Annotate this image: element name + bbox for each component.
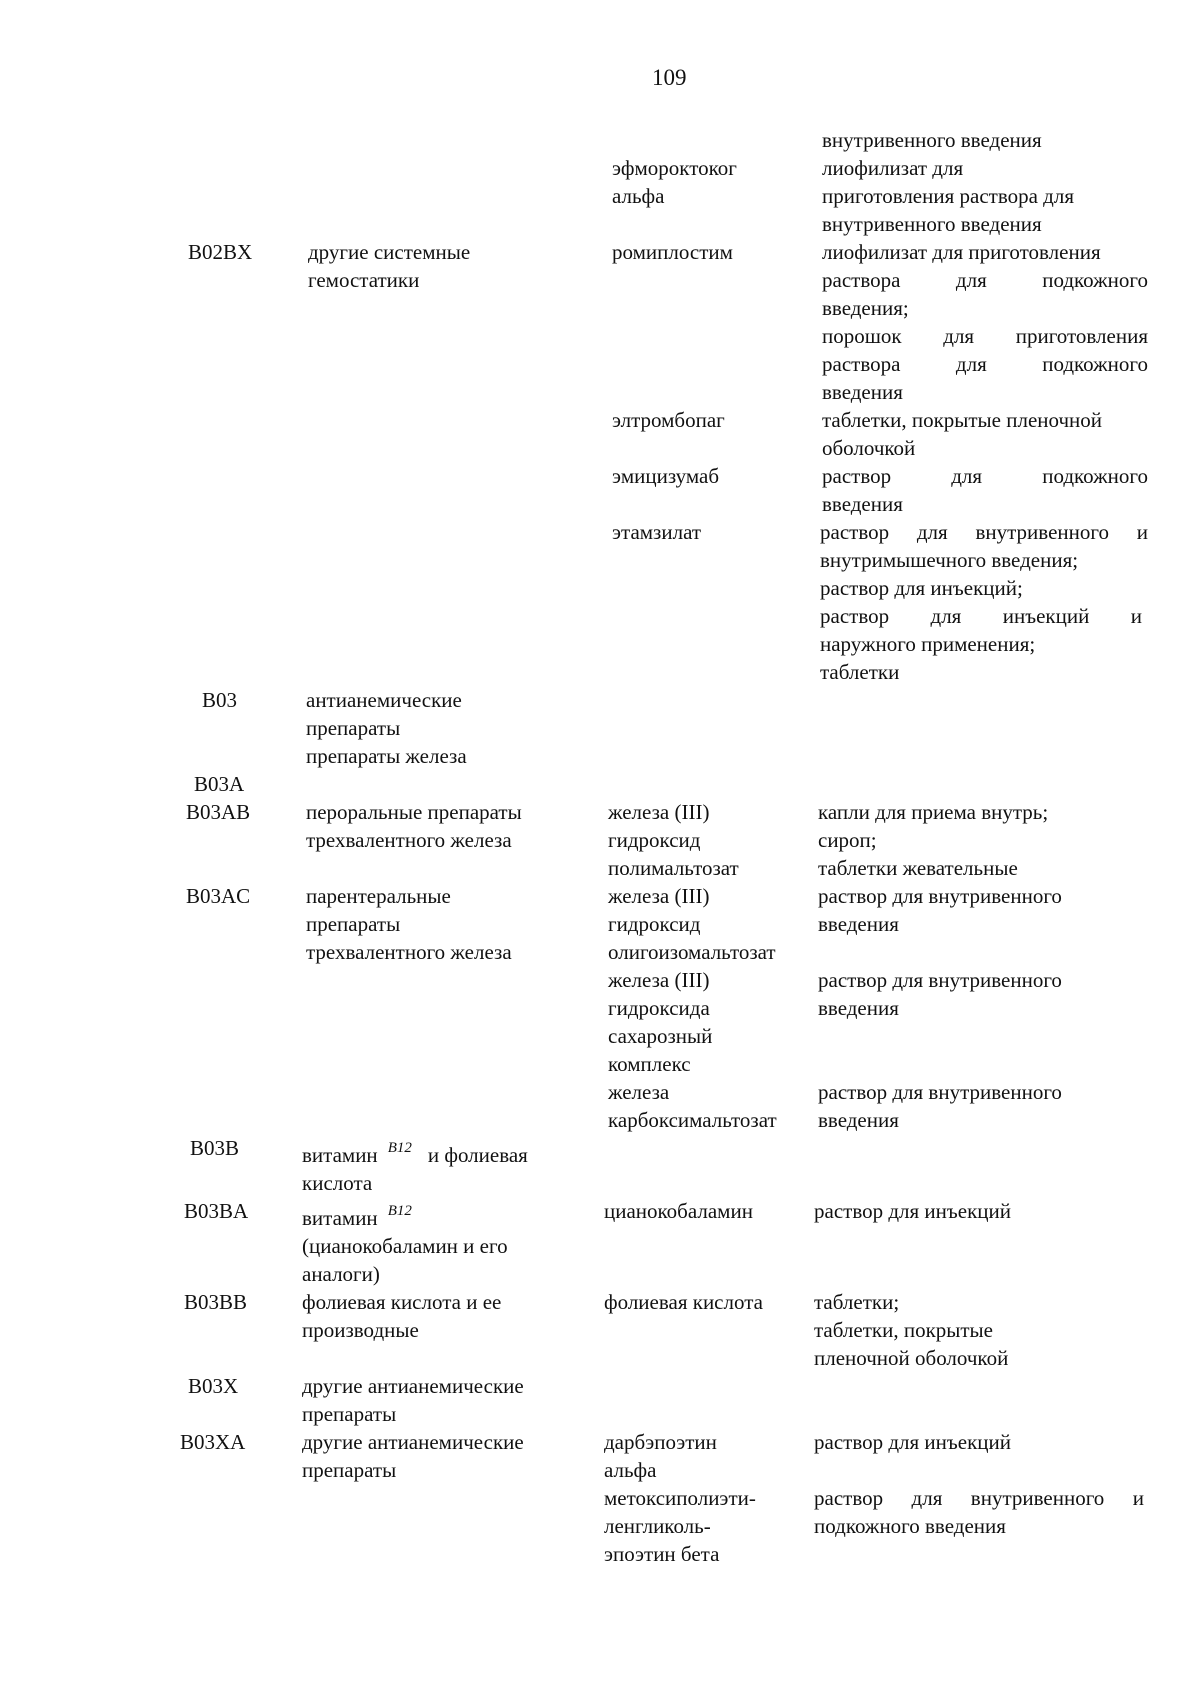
group-name: другие антианемические bbox=[302, 1430, 524, 1454]
drug-name: комплекс bbox=[608, 1052, 691, 1076]
group-name: другие антианемические bbox=[302, 1374, 524, 1398]
form-text: раствора для подкожного bbox=[822, 352, 1148, 376]
group-name bbox=[302, 1204, 428, 1235]
atc-code: B03BA bbox=[184, 1199, 249, 1223]
form-text: раствор для внутривенного bbox=[818, 968, 1062, 992]
form-text: внутривенного введения bbox=[822, 212, 1042, 236]
group-name: фолиевая кислота и ее bbox=[302, 1290, 502, 1314]
form-text: пленочной оболочкой bbox=[814, 1346, 1009, 1370]
drug-name: железа (III) bbox=[608, 884, 710, 908]
form-text: введения bbox=[822, 492, 903, 516]
group-name bbox=[302, 1141, 528, 1172]
form-text: оболочкой bbox=[822, 436, 916, 460]
drug-name: цианокобаламин bbox=[604, 1199, 753, 1223]
form-text: раствор для внутривенного bbox=[818, 884, 1062, 908]
form-text: лиофилизат для bbox=[822, 156, 964, 180]
form-text: таблетки bbox=[820, 660, 900, 684]
drug-name: гидроксид bbox=[608, 912, 701, 936]
drug-name: альфа bbox=[604, 1458, 657, 1482]
atc-code: B03A bbox=[194, 772, 245, 796]
form-text: раствор для подкожного bbox=[822, 464, 1148, 488]
form-text: раствор для инъекций bbox=[814, 1199, 1011, 1223]
group-name: гемостатики bbox=[308, 268, 420, 292]
form-text: раствора для подкожного bbox=[822, 268, 1148, 292]
group-name: другие системные bbox=[308, 240, 471, 264]
drug-name: гидроксид bbox=[608, 828, 701, 852]
form-text: введения; bbox=[822, 296, 909, 320]
form-text: раствор для внутривенного и bbox=[814, 1486, 1144, 1510]
form-text: раствор для внутривенного bbox=[818, 1080, 1062, 1104]
drug-name: этамзилат bbox=[612, 520, 702, 544]
drug-name: метоксиполиэти- bbox=[604, 1486, 756, 1510]
form-text: капли для приема внутрь; bbox=[818, 800, 1049, 824]
form-text: раствор для инъекций; bbox=[820, 576, 1023, 600]
vitamin-b12-symbol: B12 bbox=[387, 1140, 412, 1156]
drug-name: полимальтозат bbox=[608, 856, 739, 880]
drug-name: фолиевая кислота bbox=[604, 1290, 763, 1314]
atc-code: B03 bbox=[202, 688, 238, 712]
form-text: порошок для приготовления bbox=[822, 324, 1148, 348]
form-text: внутривенного введения bbox=[822, 128, 1042, 152]
atc-code: B03B bbox=[190, 1136, 240, 1160]
group-name: препараты bbox=[302, 1402, 397, 1426]
atc-code: B03XA bbox=[180, 1430, 246, 1454]
group-name: пероральные препараты bbox=[306, 800, 522, 824]
atc-code: B03AC bbox=[186, 884, 251, 908]
atc-code: B03X bbox=[188, 1374, 239, 1398]
form-text: таблетки, покрытые bbox=[814, 1318, 993, 1342]
form-text: введения bbox=[818, 996, 899, 1020]
group-name: аналоги) bbox=[302, 1262, 380, 1286]
group-name-part: витамин bbox=[302, 1143, 378, 1167]
vitamin-b12-symbol: B12 bbox=[387, 1203, 412, 1219]
drug-name: железа bbox=[608, 1080, 670, 1104]
drug-name: ромиплостим bbox=[612, 240, 733, 264]
drug-name: эпоэтин бета bbox=[604, 1542, 720, 1566]
drug-name: ленгликоль- bbox=[604, 1514, 711, 1538]
group-name: препараты bbox=[306, 912, 401, 936]
form-text: раствор для внутривенного и bbox=[820, 520, 1148, 544]
atc-code: B03BB bbox=[184, 1290, 248, 1314]
form-text: таблетки жевательные bbox=[818, 856, 1018, 880]
form-text: введения bbox=[822, 380, 903, 404]
drug-name: эфмороктоког bbox=[612, 156, 737, 180]
group-name-part: и фолиевая bbox=[427, 1143, 528, 1167]
group-name-part: витамин bbox=[302, 1206, 378, 1230]
form-text: раствор для инъекций и bbox=[820, 604, 1142, 628]
form-text: таблетки; bbox=[814, 1290, 900, 1314]
drug-name: олигоизомальтозат bbox=[608, 940, 776, 964]
atc-code: B02BX bbox=[188, 240, 253, 264]
group-name: препараты bbox=[306, 716, 401, 740]
form-text: приготовления раствора для bbox=[822, 184, 1074, 208]
form-text: подкожного введения bbox=[814, 1514, 1006, 1538]
form-text: введения bbox=[818, 1108, 899, 1132]
group-name: трехвалентного железа bbox=[306, 940, 512, 964]
group-name: парентеральные bbox=[306, 884, 451, 908]
drug-name: железа (III) bbox=[608, 968, 710, 992]
group-name: трехвалентного железа bbox=[306, 828, 512, 852]
group-name: (цианокобаламин и его bbox=[302, 1234, 508, 1258]
group-name: кислота bbox=[302, 1171, 373, 1195]
drug-name: элтромбопаг bbox=[612, 408, 725, 432]
form-text: внутримышечного введения; bbox=[820, 548, 1079, 572]
drug-name: альфа bbox=[612, 184, 665, 208]
group-name: препараты железа bbox=[306, 744, 467, 768]
group-name: препараты bbox=[302, 1458, 397, 1482]
drug-name: эмицизумаб bbox=[612, 464, 720, 488]
drug-name: дарбэпоэтин bbox=[604, 1430, 717, 1454]
form-text: наружного применения; bbox=[820, 632, 1036, 656]
group-name: производные bbox=[302, 1318, 419, 1342]
drug-name: гидроксида bbox=[608, 996, 710, 1020]
form-text: лиофилизат для приготовления bbox=[822, 240, 1101, 264]
form-text: введения bbox=[818, 912, 899, 936]
page-number: 109 bbox=[652, 65, 687, 90]
drug-name: железа (III) bbox=[608, 800, 710, 824]
group-name: антианемические bbox=[306, 688, 462, 712]
drug-name: сахарозный bbox=[608, 1024, 713, 1048]
atc-code: B03AB bbox=[186, 800, 251, 824]
form-text: таблетки, покрытые пленочной bbox=[822, 408, 1103, 432]
form-text: раствор для инъекций bbox=[814, 1430, 1011, 1454]
drug-name: карбоксимальтозат bbox=[608, 1108, 777, 1132]
form-text: сироп; bbox=[818, 828, 877, 852]
